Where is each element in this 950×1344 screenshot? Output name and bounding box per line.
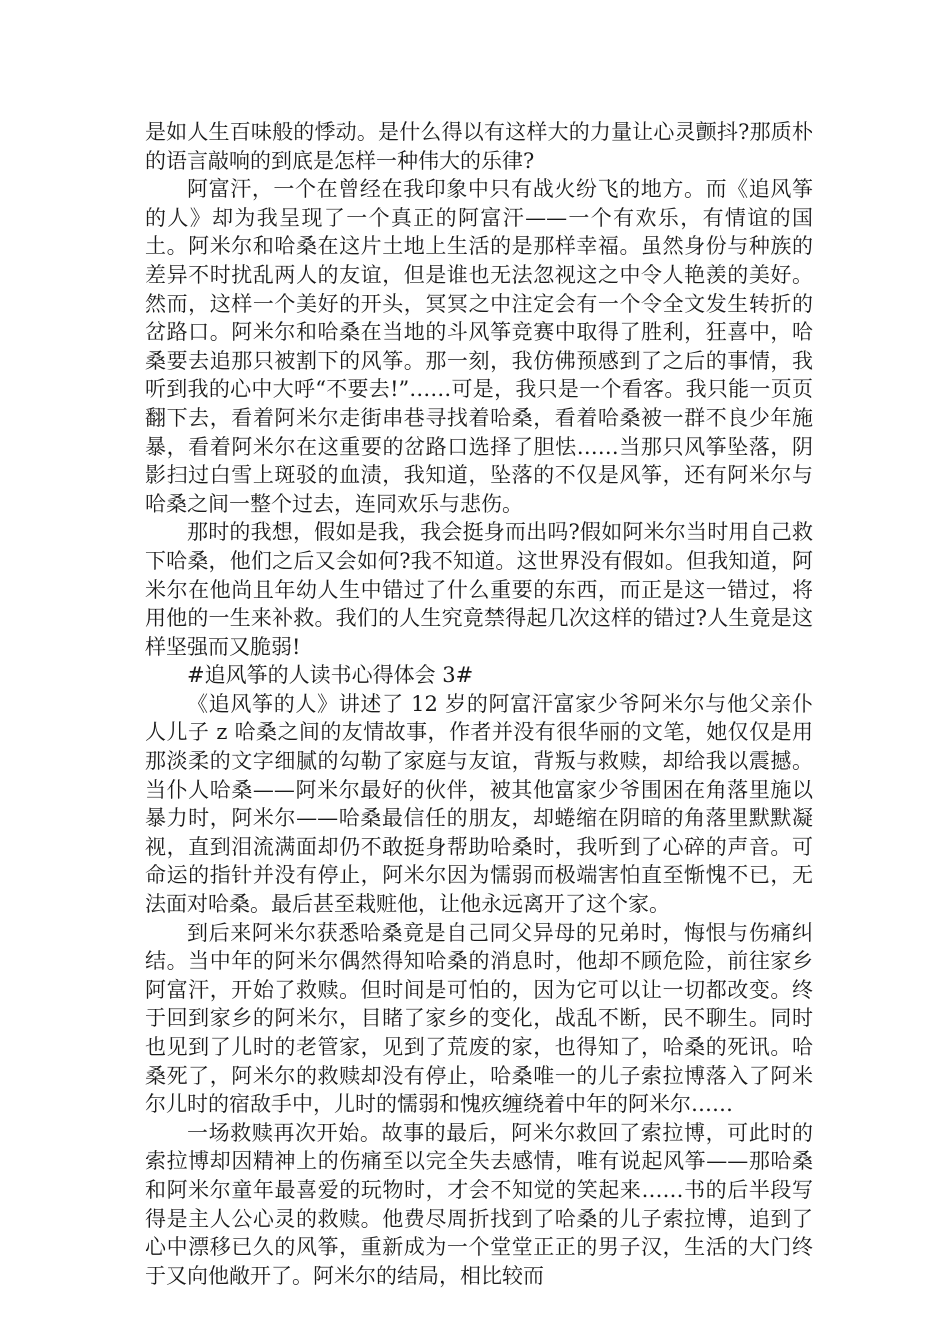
paragraph-2: 阿富汗，一个在曾经在我印象中只有战火纷飞的地方。而《追风筝的人》却为我呈现了一个真正的阿富汗——一个有欢乐，有情谊的国土。阿米尔和哈桑在这片土地上生活的是那样幸福。虽然身份与种族的差异不时扰乱两人的友谊，但是谁也无法忽视这之中令人艳羡的美好。然而，这样一个美好的开头，冥冥之中注定会有一个令全文发生转折的岔路口。阿米尔和哈桑在当地的斗风筝竞赛中取得了胜利，狂喜中，哈桑要去追那只被割下的风筝。那一刻，我仿佛预感到了之后的事情，我听到我的心中大呼“不要去!”……可是，我只是一个看客。我只能一页页翻下去，看着阿米尔走街串巷寻找着哈桑，看着哈桑被一群不良少年施暴，看着阿米尔在这重要的岔路口选择了胆怯……当那只风筝坠落，阴影扫过白雪上斑驳的血渍，我知道，坠落的不仅是风筝，还有阿米尔与哈桑之间一整个过去，连同欢乐与悲伤。 bbox=[145, 177, 813, 516]
paragraph-1: 是如人生百味般的悸动。是什么得以有这样大的力量让心灵颤抖?那质朴的语言敲响的到底是怎样一种伟大的乐律? bbox=[145, 120, 813, 173]
paragraph-3: 那时的我想，假如是我，我会挺身而出吗?假如阿米尔当时用自己救下哈桑，他们之后又会如何?我不知道。这世界没有假如。但我知道，阿米尔在他尚且年幼人生中错过了什么重要的东西，而正是这一错过，将用他的一生来补救。我们的人生究竟禁得起几次这样的错过?人生竟是这样坚强而又脆弱! bbox=[145, 520, 813, 659]
paragraph-6: 一场救赎再次开始。故事的最后，阿米尔救回了索拉博，可此时的索拉博却因精神上的伤痛至以完全失去感情，唯有说起风筝——那哈桑和阿米尔童年最喜爱的玩物时，才会不知觉的笑起来……书的后半段写得是主人公心灵的救赎。他费尽周折找到了哈桑的儿子索拉博，追到了心中漂移已久的风筝，重新成为一个堂堂正正的男子汉，生活的大门终于又向他敞开了。阿米尔的结局，相比较而 bbox=[145, 1120, 813, 1288]
paragraph-5: 到后来阿米尔获悉哈桑竟是自己同父异母的兄弟时，悔恨与伤痛纠结。当中年的阿米尔偶然得知哈桑的消息时，他却不顾危险，前往家乡阿富汗，开始了救赎。但时间是可怕的，因为它可以让一切都改变。终于回到家乡的阿米尔，目睹了家乡的变化，战乱不断，民不聊生。同时也见到了儿时的老管家，见到了荒废的家，也得知了，哈桑的死讯。哈桑死了，阿米尔的救赎却没有停止，哈桑唯一的儿子索拉博落入了阿米尔儿时的宿敌手中，儿时的懦弱和愧疚缠绕着中年的阿米尔…… bbox=[145, 920, 813, 1117]
section-heading: #追风筝的人读书心得体会 3# bbox=[187, 663, 474, 688]
paragraph-4: 《追风筝的人》讲述了 12 岁的阿富汗富家少爷阿米尔与他父亲仆人儿子 z 哈桑之间的友情故事，作者并没有很华丽的文笔，她仅仅是用那淡柔的文字细腻的勾勒了家庭与友谊，背叛与救赎，却给我以震撼。当仆人哈桑——阿米尔最好的伙伴，被其他富家少爷围困在角落里施以暴力时，阿米尔——哈桑最信任的朋友，却蜷缩在阴暗的角落里默默凝视，直到泪流满面却仍不敢挺身帮助哈桑时，我听到了心碎的声音。可命运的指针并没有停止，阿米尔因为懦弱而极端害怕直至惭愧不已，无法面对哈桑。最后甚至栽赃他，让他永远离开了这个家。 bbox=[145, 691, 813, 917]
document-body bbox=[145, 118, 813, 1290]
